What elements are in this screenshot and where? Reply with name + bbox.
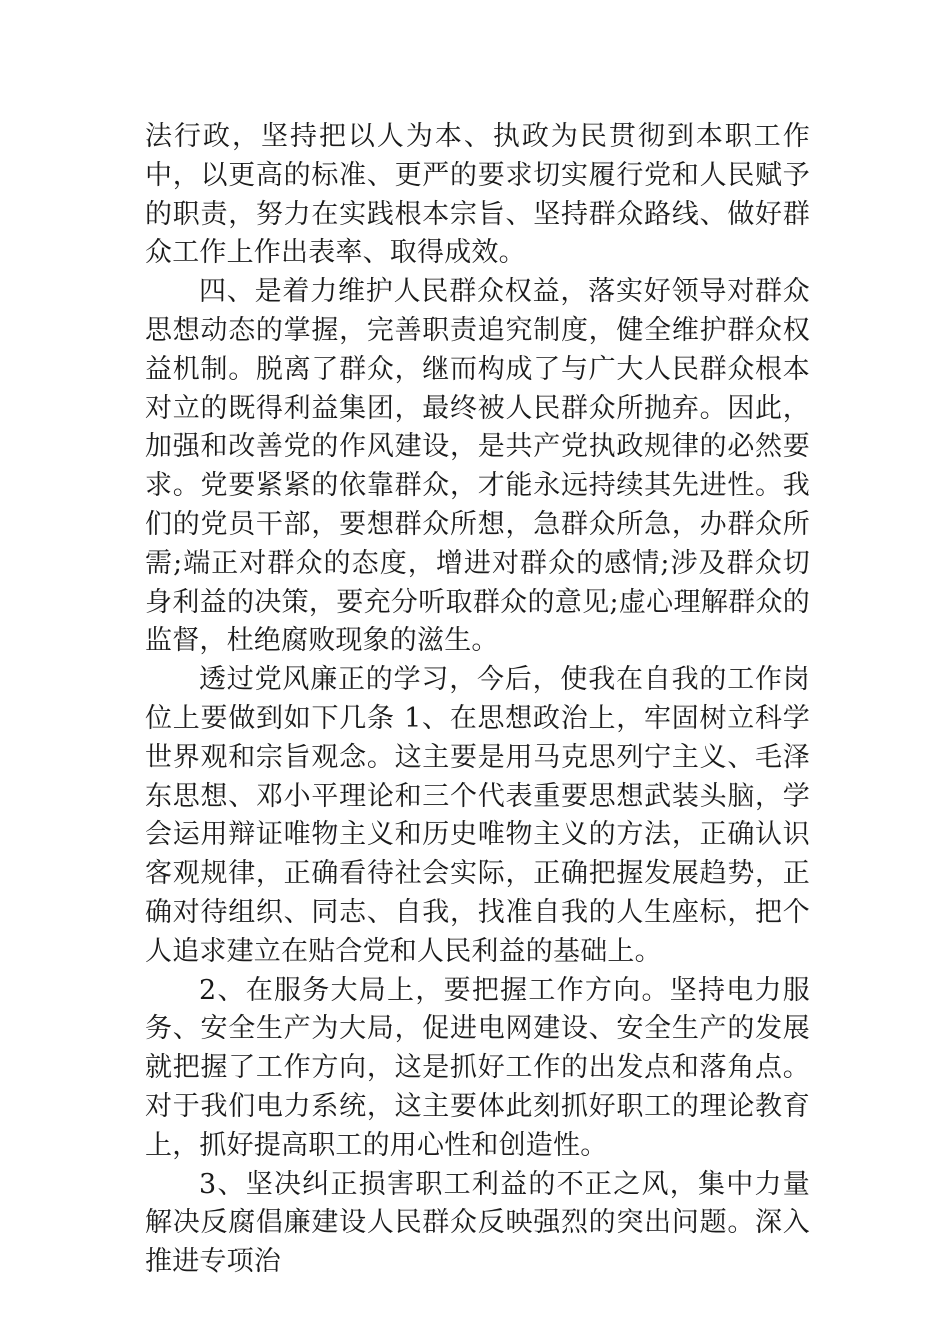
paragraph-3: 透过党风廉正的学习，今后，使我在自我的工作岗位上要做到如下几条 1、在思想政治上，牢固树立科学世界观和宗旨观念。这主要是用马克思列宁主义、毛泽东思想、邓小平理论和三个代表重要思想武装头脑，学会运用辩证唯物主义和历史唯物主义的方法，正确认识客观规律，正确看待社会实际，正确把握发展趋势，正确对待组织、同志、自我，找准自我的人生座标，把个人追求建立在贴合党和人民利益的基础上。 xyxy=(145,664,810,967)
paragraph-2: 四、是着力维护人民群众权益，落实好领导对群众思想动态的掌握，完善职责追究制度，健全维护群众权益机制。脱离了群众，继而构成了与广大人民群众根本对立的既得利益集团，最终被人民群众所抛弃。因此，加强和改善党的作风建设，是共产党执政规律的必然要求。党要紧紧的依靠群众，才能永远持续其先进性。我们的党员干部，要想群众所想，急群众所急，办群众所需;端正对群众的态度，增进对群众的感情;涉及群众切身利益的决策，要充分听取群众的意见;虚心理解群众的监督，杜绝腐败现象的滋生。 xyxy=(145,276,810,657)
paragraph-4: 2、在服务大局上，要把握工作方向。坚持电力服务、安全生产为大局，促进电网建设、安全生产的发展就把握了工作方向，这是抓好工作的出发点和落角点。对于我们电力系统，这主要体此刻抓好职工的理论教育上，抓好提高职工的用心性和创造性。 xyxy=(145,974,810,1161)
paragraph-1: 法行政，坚持把以人为本、执政为民贯彻到本职工作中，以更高的标准、更严的要求切实履行党和人民赋予的职责，努力在实践根本宗旨、坚持群众路线、做好群众工作上作出表率、取得成效。 xyxy=(145,121,810,269)
paragraph-5: 3、坚决纠正损害职工利益的不正之风，集中力量解决反腐倡廉建设人民群众反映强烈的突出问题。深入推进专项治 xyxy=(145,1168,810,1278)
